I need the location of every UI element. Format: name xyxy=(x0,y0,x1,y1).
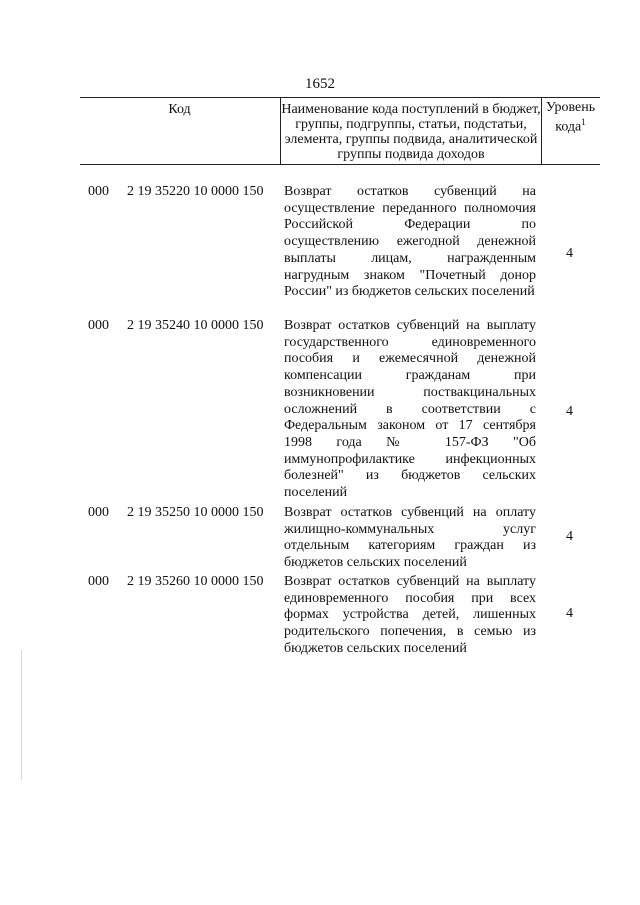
page-number: 1652 xyxy=(305,76,335,92)
income-name: Возврат остатков субвенций на оплату жилищно-коммунальных услуг отдельным категориям граждан из бюджетов сельских поселений xyxy=(284,505,536,571)
income-code: 2 19 35220 10 0000 150 xyxy=(127,184,264,199)
code-level: 4 xyxy=(566,246,573,261)
income-name: Возврат остатков субвенций на осуществление переданного полномочия Российской Федерации по осуществлению ежегодной денежной выплаты лицам, награжденным нагрудным знаком "Почетный донор России" из бюджетов сельских поселений xyxy=(284,184,536,300)
header-level-footnote: 1 xyxy=(581,117,586,127)
scan-artifact xyxy=(21,650,22,780)
code-level: 4 xyxy=(566,404,573,419)
income-code: 2 19 35240 10 0000 150 xyxy=(127,318,264,333)
income-code: 2 19 35250 10 0000 150 xyxy=(127,505,264,520)
header-level xyxy=(541,98,600,164)
income-name: Возврат остатков субвенций на выплату единовременного пособия при всех формах устройства детей, лишенных родительского попечения, в семью из бюджетов сельских поселений xyxy=(284,574,536,656)
income-code: 2 19 35260 10 0000 150 xyxy=(127,574,264,589)
code-level: 4 xyxy=(566,606,573,621)
income-name: Возврат остатков субвенций на выплату государственного единовременного пособия и ежемесячной денежной компенсации гражданам при возникновении поствакцинальных осложнений в соответствии с Федеральным законом от 17 сентября 1998 года № 157-ФЗ "Об иммунопрофилактике инфекционных болезней" из бюджетов сельских поселений xyxy=(284,318,536,501)
header-level-label: Уровень кода xyxy=(545,100,596,135)
admin-code: 000 xyxy=(88,318,109,333)
admin-code: 000 xyxy=(88,574,109,589)
header-code: Код xyxy=(168,102,191,117)
admin-code: 000 xyxy=(88,505,109,520)
admin-code: 000 xyxy=(88,184,109,199)
code-level: 4 xyxy=(566,529,573,544)
header-name: Наименование кода поступлений в бюджет, группы, подгруппы, статьи, подстатьи, элемента, группы подвида, аналитической группы подвида доходов xyxy=(280,98,542,164)
table-header xyxy=(80,97,600,165)
